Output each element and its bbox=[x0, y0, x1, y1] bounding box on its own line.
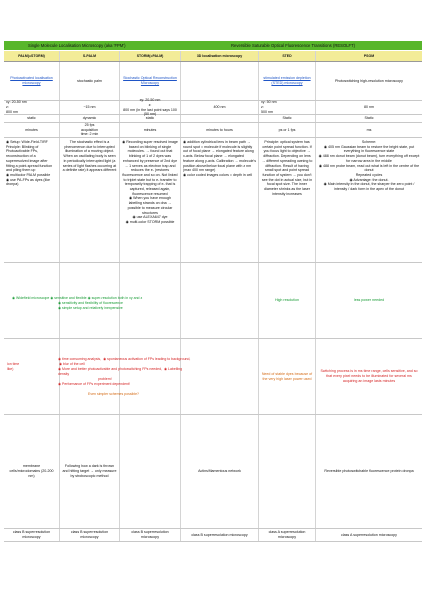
spalm-time: 25 fps acquisition time: 2 min bbox=[60, 123, 120, 137]
col-header-palm[interactable]: PALM(=STORM) bbox=[4, 51, 60, 61]
sted-application bbox=[259, 415, 316, 528]
3d-type bbox=[181, 115, 259, 122]
cons-item: ◉ time consuming analysis, bbox=[58, 357, 102, 361]
sted-cons: Need of stable dyes because of the very high laser power used bbox=[259, 339, 316, 414]
3d-description: ◉ addition cylindrical lens in beam path → round spot = molecule if molecule is slightly out of focal plane → elongated feature along x-axis. Below focal plane → elongated feature along y-axis. Calibration → molecule's position above/below focal plane with z nm (max 400 nm range) ◉ color coded images colors = depth in cell bbox=[181, 138, 259, 262]
storm-resolution: xy: 20-50 nm z: 800 nm (in the last point says 100 (50 nm) bbox=[120, 101, 181, 114]
storm-description: ◉ Recording super resolved image based on blinking of single molecules. → found out that blinking of 1 of 2 dyes was enhanced by presence of 2nd dye → 1 serves as electron trap and reduces the e- (restores fluorescence and so on. Not linked to triplet state but to e- transfer to temporarily trapping of e- that is captured, released again, fluorescence resumed ◉ When you have enough labelling strands on dna → possible to measure circular structures ◉ use ALEXA647 dye ◉ multi-color STORM possible bbox=[120, 138, 181, 262]
storm-type: static bbox=[120, 115, 181, 122]
pros-item: ◉ simple setup and relatively inexpensive bbox=[58, 306, 123, 310]
spalm-ref: stochastic palm bbox=[77, 78, 102, 83]
psom-cons: Switching process is in ms time range, cells sensitive, and so that every pixel needs to be illuminated for several ms acquiring an image lasts minutes bbox=[320, 369, 418, 383]
psom-resolution: 80 nm bbox=[364, 105, 374, 110]
reference-row bbox=[4, 62, 422, 101]
sted-class: class A superresolution microscopy bbox=[259, 529, 316, 541]
3d-class: class B superresolution microscopy bbox=[181, 529, 259, 541]
palm-description: ◉ Setup: Wide-Field-TIRF Principle: Blinking of Photoactivable FPs, reconstruction of a superresolved image after fitting a point-spread function and piling them up ◉ multicolor PALM possible ◉ use PA-FPs as dyes (like dronpa) bbox=[4, 138, 60, 262]
spalm-application: Following how a dark is thrown and hitting target → only measure by stroboscopic method bbox=[60, 415, 120, 528]
psom-pros: less power needed bbox=[353, 298, 385, 303]
col-header-spalm[interactable]: S-PALM bbox=[60, 51, 120, 61]
cons-item: ◉ Performance of FPs experiment dependent! bbox=[58, 382, 130, 386]
col-header-psom[interactable]: PSOM bbox=[363, 54, 375, 58]
spalm-type: dynamic bbox=[60, 115, 120, 122]
banner-resolft: Reversible Saturable Optical Fluorescence Transitions (RESOLFT) bbox=[227, 41, 422, 50]
spalm-description: The stochastic effect is a phenomenon due to interrupted illumination of a moving object. When an oscillating body is seen in periodically interrupted light (a series of light flashes occurring at a definite rate) it appears different bbox=[60, 138, 120, 262]
psom-description: Scheme: ◉ 405 nm Gaussian beam to restore the bright state, put everything in fluorescence state ◉ 488 nm donut beam (donut beam), turn everything off except for narrow area in the middle ◉ 488 nm probe beam, read out what is left in the centre of the donut Repeated cycles ◉ Advantage: the donut. ◉ Main intensity in the donut, the sharper the zero point / intensity / dark form in the apex of the donut bbox=[318, 140, 420, 192]
pros-item: ◉ super-resolution both in xy and z bbox=[87, 296, 143, 300]
storm-class: class B superresolution microscopy bbox=[120, 529, 181, 541]
col-header-sted[interactable]: STED bbox=[259, 51, 316, 61]
application-row bbox=[4, 415, 422, 529]
sted-pros: High resolution bbox=[259, 263, 316, 338]
col-header-3d[interactable]: 3D localisation microscopy bbox=[181, 51, 259, 61]
column-header-row bbox=[4, 51, 422, 62]
cons-item: ◉ More and better photoactivable and photoswitching FPs needed, bbox=[58, 367, 163, 371]
category-banner bbox=[4, 41, 422, 50]
storm-link[interactable]: Stochastic Optical Reconstruction Microscopy bbox=[123, 76, 177, 85]
psom-type: Static bbox=[364, 116, 374, 121]
storm-time: minutes bbox=[120, 123, 181, 137]
sted-description: Principle: optical system has certain point spread function. If you focus light to objective → diffraction. Depending on lens → different spreading owning to diffraction. Result of having small spot and point spread function of system → you don't see the dot in actual size, but in focal spot size. The inner diameter shrinks as the laser intensity increases bbox=[259, 138, 316, 262]
cons-item: problem! bbox=[98, 377, 112, 381]
sted-link[interactable]: stimulated emission depletion (STED) microscopy bbox=[263, 76, 311, 85]
pros-item: ◉ sensitivity and flexibility of fluorescence bbox=[58, 301, 123, 305]
palm-link[interactable]: Photoactivated localisation microscopy bbox=[10, 76, 53, 85]
palm-resolution: xy: 20-50 nm z: 800 nm bbox=[4, 101, 60, 114]
banner-smlm: Single Molecule Localisation Microscopy (aka 'FPM') bbox=[4, 41, 227, 50]
type-row bbox=[4, 115, 422, 123]
cons-smlm-list bbox=[58, 357, 193, 397]
col-header-storm[interactable]: STORM(=PALM) bbox=[120, 51, 181, 61]
cons-item: ◉ spontaneous activation of FPs leading to background, bbox=[103, 357, 191, 361]
sted-time: ps or 1 fps bbox=[259, 123, 316, 137]
psom-ref: Photoswitching high-resolution microscopy bbox=[335, 78, 403, 83]
time-row bbox=[4, 123, 422, 138]
3d-application: Actins/filamentous network bbox=[181, 415, 259, 528]
pros-item: ◉ sensitive and flexible bbox=[50, 296, 87, 300]
psom-time: ms bbox=[366, 127, 372, 132]
cons-palm: lon time like) bbox=[7, 362, 20, 371]
palm-application: membrane cells/microdomains (20-200 nm) bbox=[4, 415, 60, 528]
3d-resolution: 400 nm bbox=[181, 101, 259, 114]
psom-application: Reversible photoswitchable fluorescence protein dronpa bbox=[324, 469, 414, 474]
palm-class: class B superresolution microscopy bbox=[4, 529, 60, 541]
resolution-row bbox=[4, 98, 422, 117]
cons-item: ◉ blur of the cell bbox=[58, 362, 85, 366]
3d-time: minutes to hours bbox=[181, 123, 259, 137]
pros-item: ◉ Widefield microscope bbox=[12, 296, 50, 300]
psom-class: class A superresolution microscopy bbox=[341, 532, 397, 537]
spalm-resolution: ~15 nm bbox=[60, 101, 120, 114]
cons-item: ◉ Labelling density bbox=[58, 367, 183, 376]
sted-resolution: xy: 50 nm z: 500 nm bbox=[259, 101, 316, 114]
cons-question: Even simpler schemes possible? bbox=[88, 392, 139, 396]
description-row bbox=[4, 138, 422, 263]
sted-type: Static bbox=[259, 115, 316, 122]
pros-smlm-list bbox=[12, 296, 202, 311]
palm-type: static bbox=[4, 115, 60, 122]
spalm-class: class B superresolution microscopy bbox=[60, 529, 120, 541]
storm-application bbox=[120, 415, 181, 528]
palm-time: minutes bbox=[4, 123, 60, 137]
class-row bbox=[4, 529, 422, 542]
